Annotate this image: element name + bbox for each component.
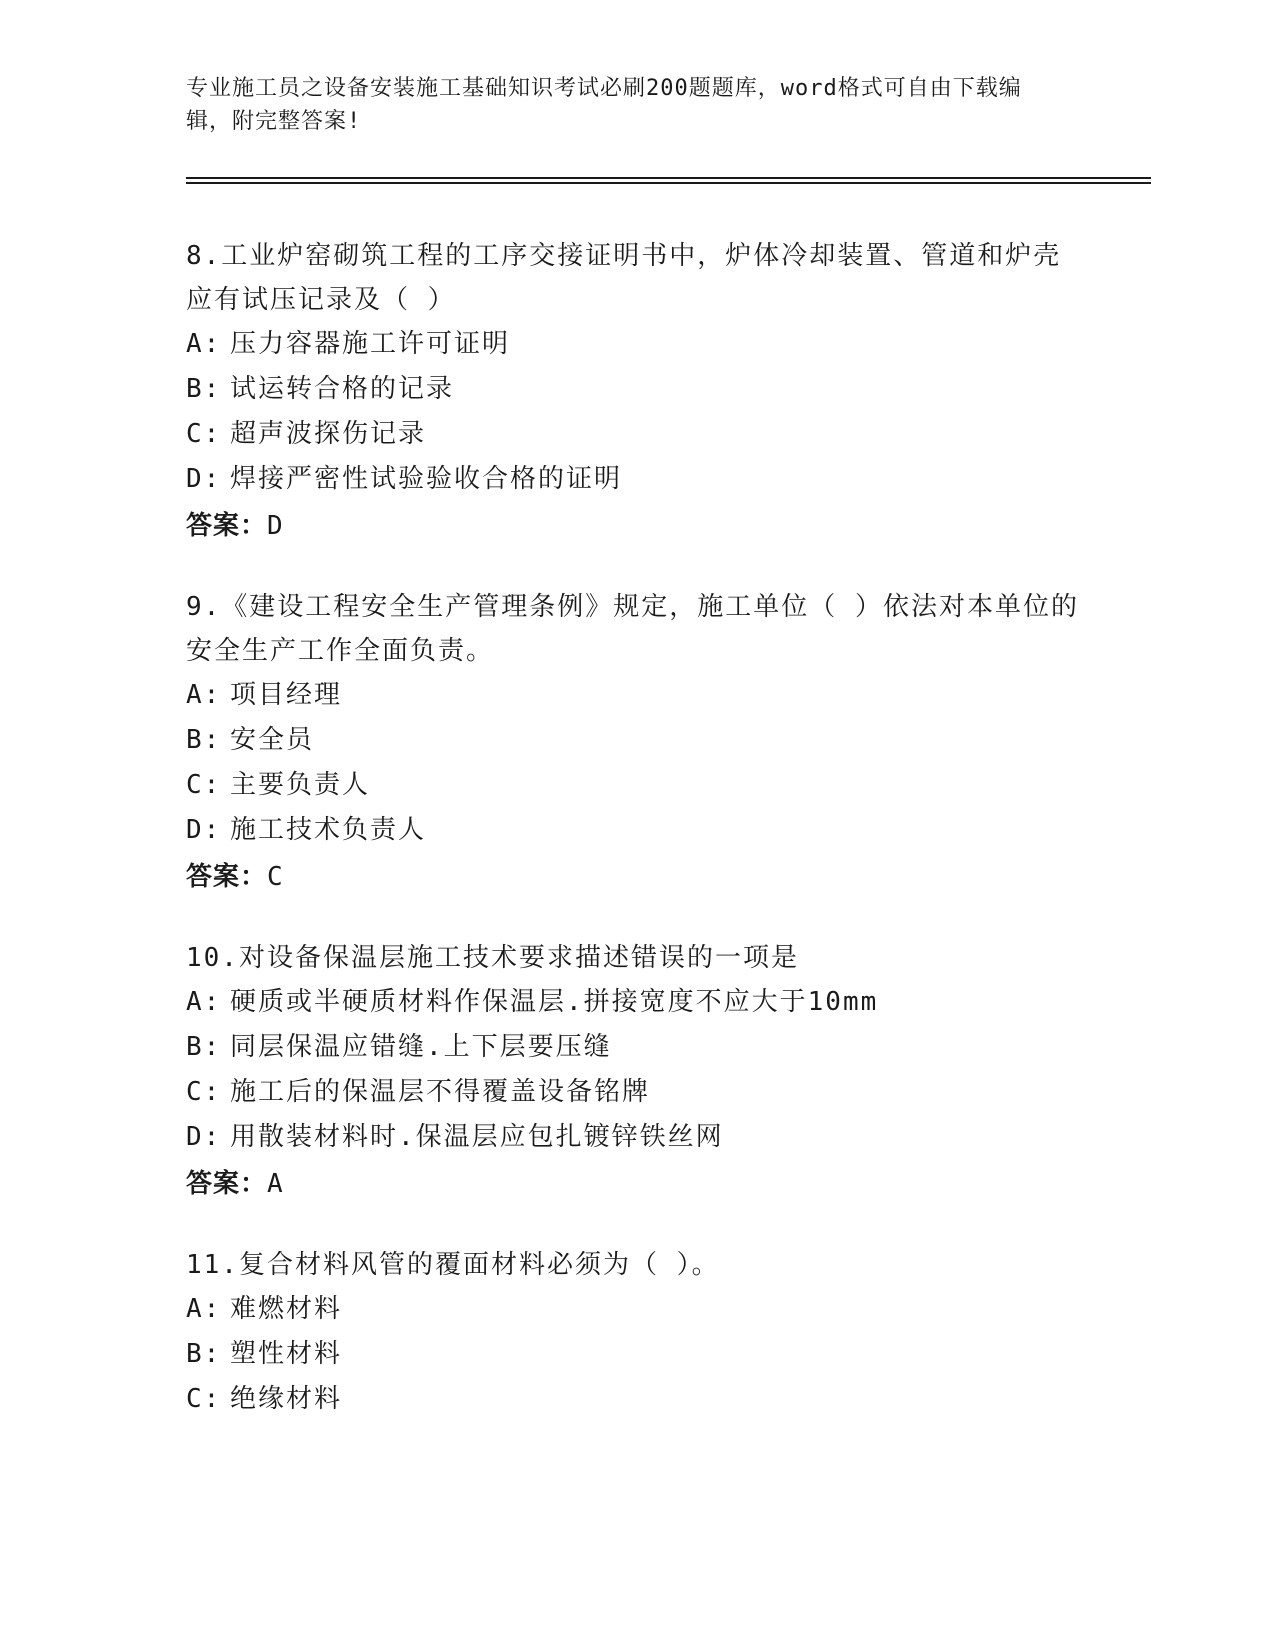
question-block (186, 936, 1086, 1207)
option-text: 同层保温应错缝.上下层要压缝 (230, 1032, 612, 1062)
question-text: 9.《建设工程安全生产管理条例》规定，施工单位（ ）依法对本单位的安全生产工作全面负责。 (186, 592, 1079, 666)
option-key: B: (186, 725, 222, 755)
option-text: 硬质或半硬质材料作保温层.拼接宽度不应大于10mm (230, 987, 879, 1017)
answer-option (186, 763, 1086, 808)
answer-value: C (267, 862, 284, 892)
header-rule-top (186, 177, 1151, 179)
option-text: 塑性材料 (230, 1339, 343, 1369)
option-text: 用散装材料时.保温层应包扎镀锌铁丝网 (230, 1122, 724, 1152)
question-block (186, 234, 1086, 549)
answer-option (186, 1025, 1086, 1070)
option-key: A: (186, 680, 222, 710)
option-text: 主要负责人 (230, 770, 371, 800)
answer-option (186, 1377, 1086, 1422)
question-text: 11.复合材料风管的覆面材料必须为（ ）。 (186, 1250, 720, 1280)
answer-line (186, 853, 1086, 900)
answer-label: 答案： (186, 1168, 268, 1198)
option-key: C: (186, 1384, 222, 1414)
option-key: A: (186, 329, 222, 359)
option-text: 项目经理 (230, 680, 343, 710)
answer-value: A (267, 1169, 284, 1199)
option-key: A: (186, 1294, 222, 1324)
option-text: 试运转合格的记录 (230, 374, 455, 404)
option-key: D: (186, 464, 222, 494)
option-text: 超声波探伤记录 (230, 419, 427, 449)
answer-option (186, 457, 1086, 502)
option-text: 施工技术负责人 (230, 815, 427, 845)
header-rule-bottom (186, 182, 1151, 184)
question-text: 8.工业炉窑砌筑工程的工序交接证明书中，炉体冷却装置、管道和炉壳应有试压记录及（ ） (186, 241, 1062, 315)
answer-option (186, 808, 1086, 853)
question-block (186, 585, 1086, 900)
answer-option (186, 980, 1086, 1025)
answer-line (186, 1160, 1086, 1207)
question-block (186, 1243, 1086, 1422)
question-text: 10.对设备保温层施工技术要求描述错误的一项是 (186, 943, 799, 973)
option-key: A: (186, 987, 222, 1017)
answer-option (186, 1070, 1086, 1115)
answer-option (186, 1115, 1086, 1160)
option-text: 压力容器施工许可证明 (230, 329, 511, 359)
option-key: D: (186, 1122, 222, 1152)
answer-option (186, 1332, 1086, 1377)
answer-option (186, 718, 1086, 763)
answer-line (186, 502, 1086, 549)
option-text: 施工后的保温层不得覆盖设备铭牌 (230, 1077, 651, 1107)
answer-option (186, 412, 1086, 457)
answer-option (186, 673, 1086, 718)
document-header-title: 专业施工员之设备安装施工基础知识考试必刷200题题库，word格式可自由下载编辑，附完整答案! (186, 76, 1022, 134)
answer-label: 答案： (186, 861, 268, 891)
option-text: 绝缘材料 (230, 1384, 343, 1414)
answer-option (186, 322, 1086, 367)
option-key: D: (186, 815, 222, 845)
option-text: 焊接严密性试验验收合格的证明 (230, 464, 623, 494)
option-key: B: (186, 1339, 222, 1369)
question-list (186, 234, 1086, 1458)
option-key: B: (186, 1032, 222, 1062)
option-key: C: (186, 419, 222, 449)
option-key: C: (186, 1077, 222, 1107)
option-key: B: (186, 374, 222, 404)
answer-option (186, 1287, 1086, 1332)
answer-label: 答案： (186, 510, 268, 540)
answer-option (186, 367, 1086, 412)
option-text: 安全员 (230, 725, 315, 755)
answer-value: D (267, 511, 284, 541)
option-text: 难燃材料 (230, 1294, 343, 1324)
option-key: C: (186, 770, 222, 800)
